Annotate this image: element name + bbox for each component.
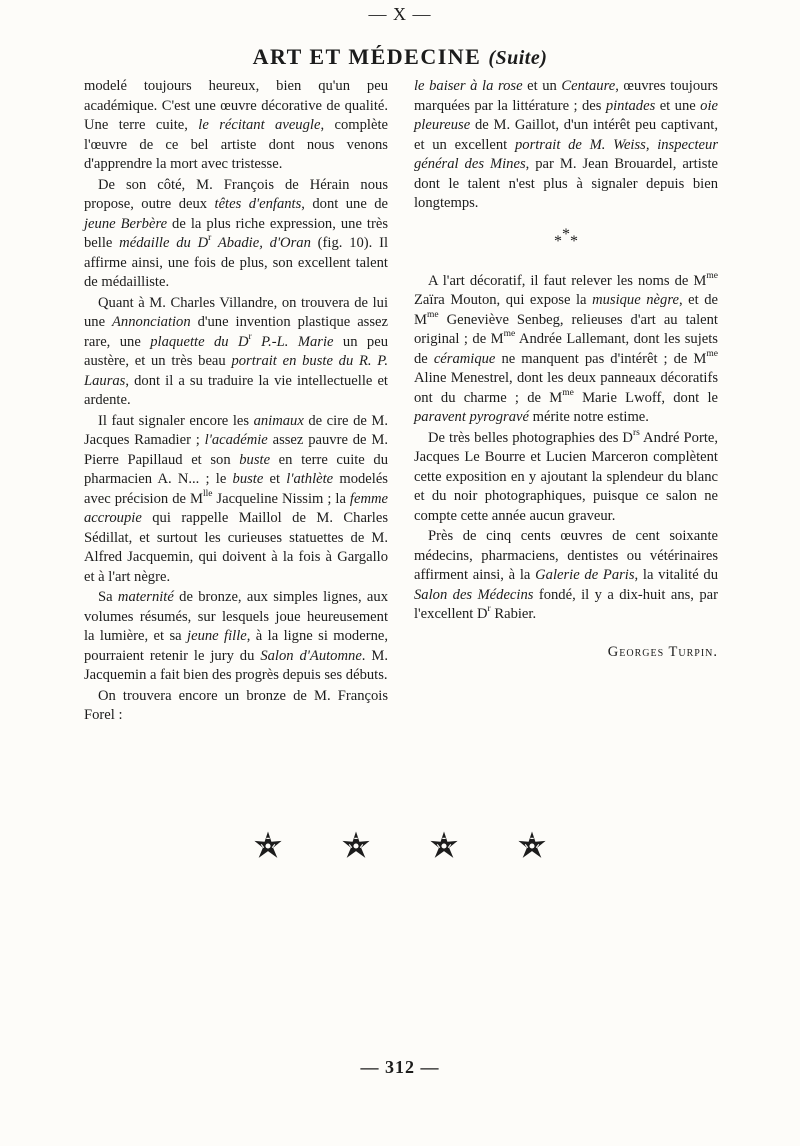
ornament-row xyxy=(0,829,800,863)
star-ornament-icon xyxy=(251,829,285,863)
title-text: ART ET MÉDECINE xyxy=(252,44,482,69)
paragraph: Il faut signaler encore les animaux de cire de M. Jacques Ramadier ; l'académie assez pauvre de M. Pierre Papillaud et son buste en terre cuite du pharmacien A. N... ; le buste et l'athlète modelés avec précision de $M^{lle}$ Jacqueline Nissim ; la femme accroupie qui rappelle Maillol de M. Charles Sédillat, et surtout les curieuses statuettes de M. Alfred Jacquemin, qui doivent à la fois à Gargallo et à l'art nègre. xyxy=(84,412,388,585)
paragraph: Sa maternité de bronze, aux simples lignes, aux volumes résumés, sur lesquels joue heureusement la lumière, et sa jeune fille, à la ligne si moderne, pourraient retenir le jury du Salon d'Automne. M. Jacquemin a fait bien des progrès depuis ses débuts. xyxy=(84,589,389,683)
paragraph: A l'art décoratif, il faut relever les noms de $M^{me}$ Zaïra Mouton, qui expose la musique nègre, et de $M^{me}$ Geneviève Senbeg, relieuses d'art au talent original ; de $M^{me}$ Andrée Lallemant, dont les sujets de céramique ne manquent pas d'intérêt ; de $M^{me}$ Aline Menestrel, dont les deux panneaux décoratifs ont du charme ; de $M^{me}$ Marie Lwoff, dont le paravent pyrogravé mérite notre estime. xyxy=(414,270,718,425)
asterism-separator: *** xyxy=(554,225,578,250)
paragraph: le baiser à la rose et un Centaure, œuvres toujours marquées par la littérature ; des pintades et une oie pleureuse de M. Gaillot, d'un intérêt peu captivant, et un excellent portrait de M. Weiss, inspecteur général des Mines, par M. Jean Brouardel, artiste dont le talent n'est plus à signaler depuis bien longtemps. xyxy=(414,78,718,211)
paragraph: modelé toujours heureux, bien qu'un peu académique. C'est une œuvre décorative de qualité. Une terre cuite, le récitant aveugle, complète l'œuvre de ce bel artiste dont nous venons d'apprendre la mort avec tristesse. xyxy=(84,78,388,172)
author-signature: Georges Turpin. xyxy=(607,643,718,660)
star-ornament-icon xyxy=(427,829,461,863)
roman-numeral-header: — X — xyxy=(368,4,432,24)
paragraph: De son côté, M. François de Hérain nous propose, outre deux têtes d'enfants, dont une de jeune Berbère de la plus riche expression, une très belle médaille du $D^r$ Abadie, d'Oran (fig. 10). Il affirme ainsi, une fois de plus, son excellent talent de médailliste. xyxy=(84,176,389,290)
page-number: — 312 — xyxy=(360,1057,440,1077)
paragraph: Quant à M. Charles Villandre, on trouvera de lui une Annonciation d'une invention plastique assez rare, une plaquette du $D^r$ P.-L. Marie un peu austère, et un très beau portrait en buste du R. P. Lauras, dont il a su traduire la vie intellectuelle et ardente. xyxy=(84,294,388,408)
paragraph: On trouvera encore un bronze de M. François Forel : xyxy=(84,687,388,723)
star-ornament-icon xyxy=(339,829,373,863)
article-title xyxy=(0,44,800,70)
paragraph: Près de cinq cents œuvres de cent soixante médecins, pharmaciens, dentistes ou vétérinaires affirment ainsi, à la Galerie de Paris, la vitalité du Salon des Médecins fondé, il y a dix-huit ans, par l'excellent $D^r$ Rabier. xyxy=(414,528,718,622)
paragraph: De très belles photographies des $D^{rs}$ André Porte, Jacques Le Bourre et Lucien Marceron complètent cette exposition en y ajoutant la splendeur du blanc et du noir photographiques, puisque ce salon ne compte cette année aucun graveur. xyxy=(414,427,719,524)
title-suite: (Suite) xyxy=(488,47,548,69)
right-column xyxy=(414,77,718,662)
left-column xyxy=(84,77,388,726)
star-ornament-icon xyxy=(515,829,549,863)
